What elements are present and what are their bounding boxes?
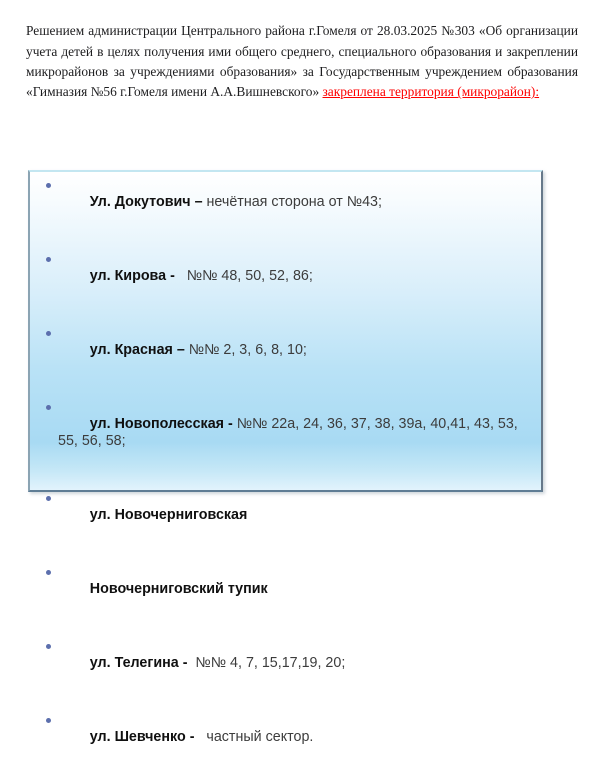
bullet-icon <box>46 331 51 336</box>
microdistrict-box <box>28 170 543 745</box>
street-detail: №№ 2, 3, 6, 8, 10; <box>184 342 307 358</box>
street-name: Новочерниговский тупик <box>89 581 268 597</box>
street-name: ул. Новополесская - <box>89 416 233 432</box>
street-detail: частный сектор. <box>194 729 314 745</box>
assigned-territory-link[interactable]: закреплена территория (микрорайон): <box>322 84 540 100</box>
street-detail: №№ 4, 7, 15,17,19, 20; <box>187 655 346 671</box>
intro-paragraph <box>26 21 578 102</box>
street-list-item <box>46 564 533 615</box>
street-list-item <box>46 177 533 228</box>
intro-text: Решением администрации Центрального района г.Гомеля от 28.03.2025 №303 «Об организации учета детей в целях получения ими общего среднего, специального образования и закреплении микрорайонов за учреждениями образования» за Государственным учреждением образования «Гимназия №56 г.Гомеля имени А.А.Вишневского» <box>26 23 578 100</box>
street-list-item <box>46 399 533 467</box>
bullet-icon <box>46 405 51 410</box>
street-list <box>46 177 533 763</box>
street-list-item <box>46 712 533 763</box>
street-name: ул. Красная – <box>89 342 185 358</box>
bullet-icon <box>46 257 51 262</box>
street-list-item <box>46 490 533 541</box>
street-list-item <box>46 325 533 376</box>
street-name: Ул. Докутович – <box>89 194 203 210</box>
street-list-item <box>46 251 533 302</box>
bullet-icon <box>46 496 51 501</box>
bullet-icon <box>46 183 51 188</box>
street-detail: нечётная сторона от №43; <box>202 194 382 210</box>
bullet-icon <box>46 644 51 649</box>
street-list-item <box>46 638 533 689</box>
street-detail: №№ 22а, 24, 36, 37, 38, 39а, 40,41, 43, 53, 55, 56, 58; <box>58 416 522 449</box>
bullet-icon <box>46 570 51 575</box>
bullet-icon <box>46 718 51 723</box>
street-name: ул. Кирова - <box>89 268 175 284</box>
street-detail: №№ 48, 50, 52, 86; <box>174 268 313 284</box>
street-name: ул. Шевченко - <box>89 729 195 745</box>
street-name: ул. Телегина - <box>89 655 188 671</box>
street-name: ул. Новочерниговская <box>89 507 248 523</box>
